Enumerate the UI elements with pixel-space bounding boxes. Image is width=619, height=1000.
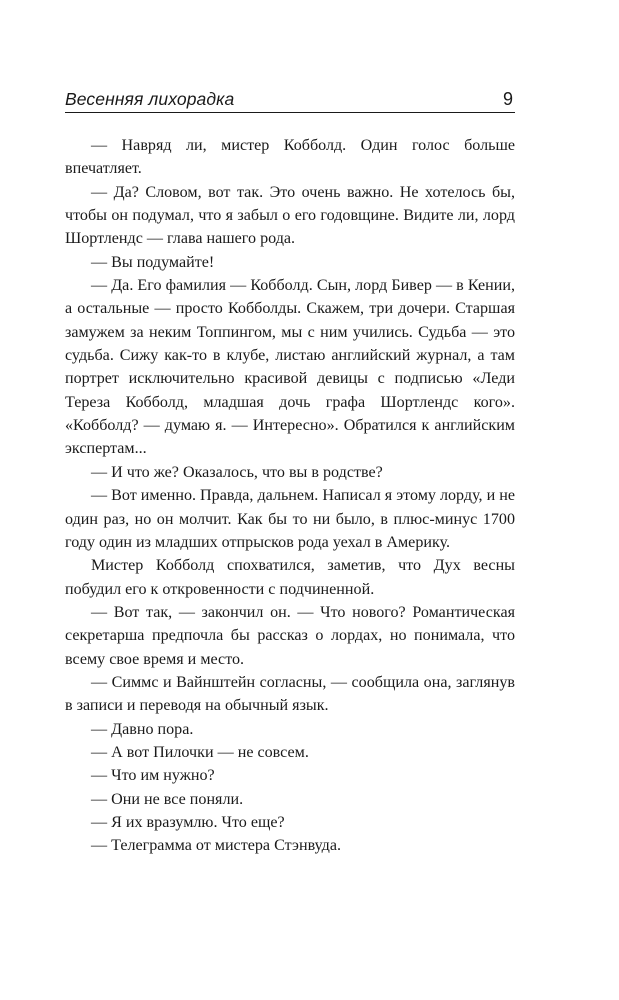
paragraph: — Симмс и Вайнштейн согласны, — сообщила она, заглянув в записи и переводя на обычный язык. [65, 673, 515, 715]
page-number: 9 [502, 89, 513, 109]
paragraph: — Телеграмма от мистера Стэнвуда. [91, 837, 342, 855]
paragraph: — Они не все поняли. [91, 790, 244, 808]
paragraph: — Что им нужно? [91, 767, 215, 785]
paragraph: — Да. Его фамилия — Кобболд. Сын, лорд Бивер — в Кении, а остальные — просто Кобболды. Скажем, три дочери. Старшая замужем за неким Топпингом, мы с ним учились. Судьба — это судьба. Сижу как-то в клубе, листаю английский журнал, а там портрет исключительно красивой девицы с подписью «Леди Тереза Кобболд, младшая дочь графа Шортлендс кого». «Кобболд? — думаю я. — Интересно». Обратился к английским экспертам... [65, 277, 515, 458]
running-title: Весенняя лихорадка [65, 89, 235, 109]
paragraph: — Давно пора. [91, 720, 194, 738]
paragraph: — И что же? Оказалось, что вы в родстве? [91, 463, 383, 481]
paragraph: — Навряд ли, мистер Кобболд. Один голос больше впечатляет. [65, 137, 515, 178]
paragraph: Мистер Кобболд спохватился, заметив, что Дух весны побудил его к откровенности с подчиненной. [65, 557, 515, 598]
body-text [65, 134, 515, 858]
paragraph: — Вот именно. Правда, дальнем. Написал я этому лорду, и не один раз, но он молчит. Как бы то ни было, в плюс-минус 1700 году один из младших отпрысков рода уехал в Америку. [65, 487, 515, 551]
paragraph: — Я их вразумлю. Что еще? [91, 813, 285, 831]
paragraph: — Да? Словом, вот так. Это очень важно. Не хотелось бы, чтобы он подумал, что я забыл о его годовщине. Видите ли, лорд Шортлендс — глава нашего рода. [65, 183, 515, 248]
paragraph: — А вот Пилочки — не совсем. [91, 743, 309, 761]
running-head [65, 84, 515, 113]
paragraph: — Вот так, — закончил он. — Что нового? Романтическая секретарша предпочла бы рассказ о лордах, но понимала, что всему свое время и место. [65, 603, 515, 668]
paragraph: — Вы подумайте! [91, 253, 215, 271]
